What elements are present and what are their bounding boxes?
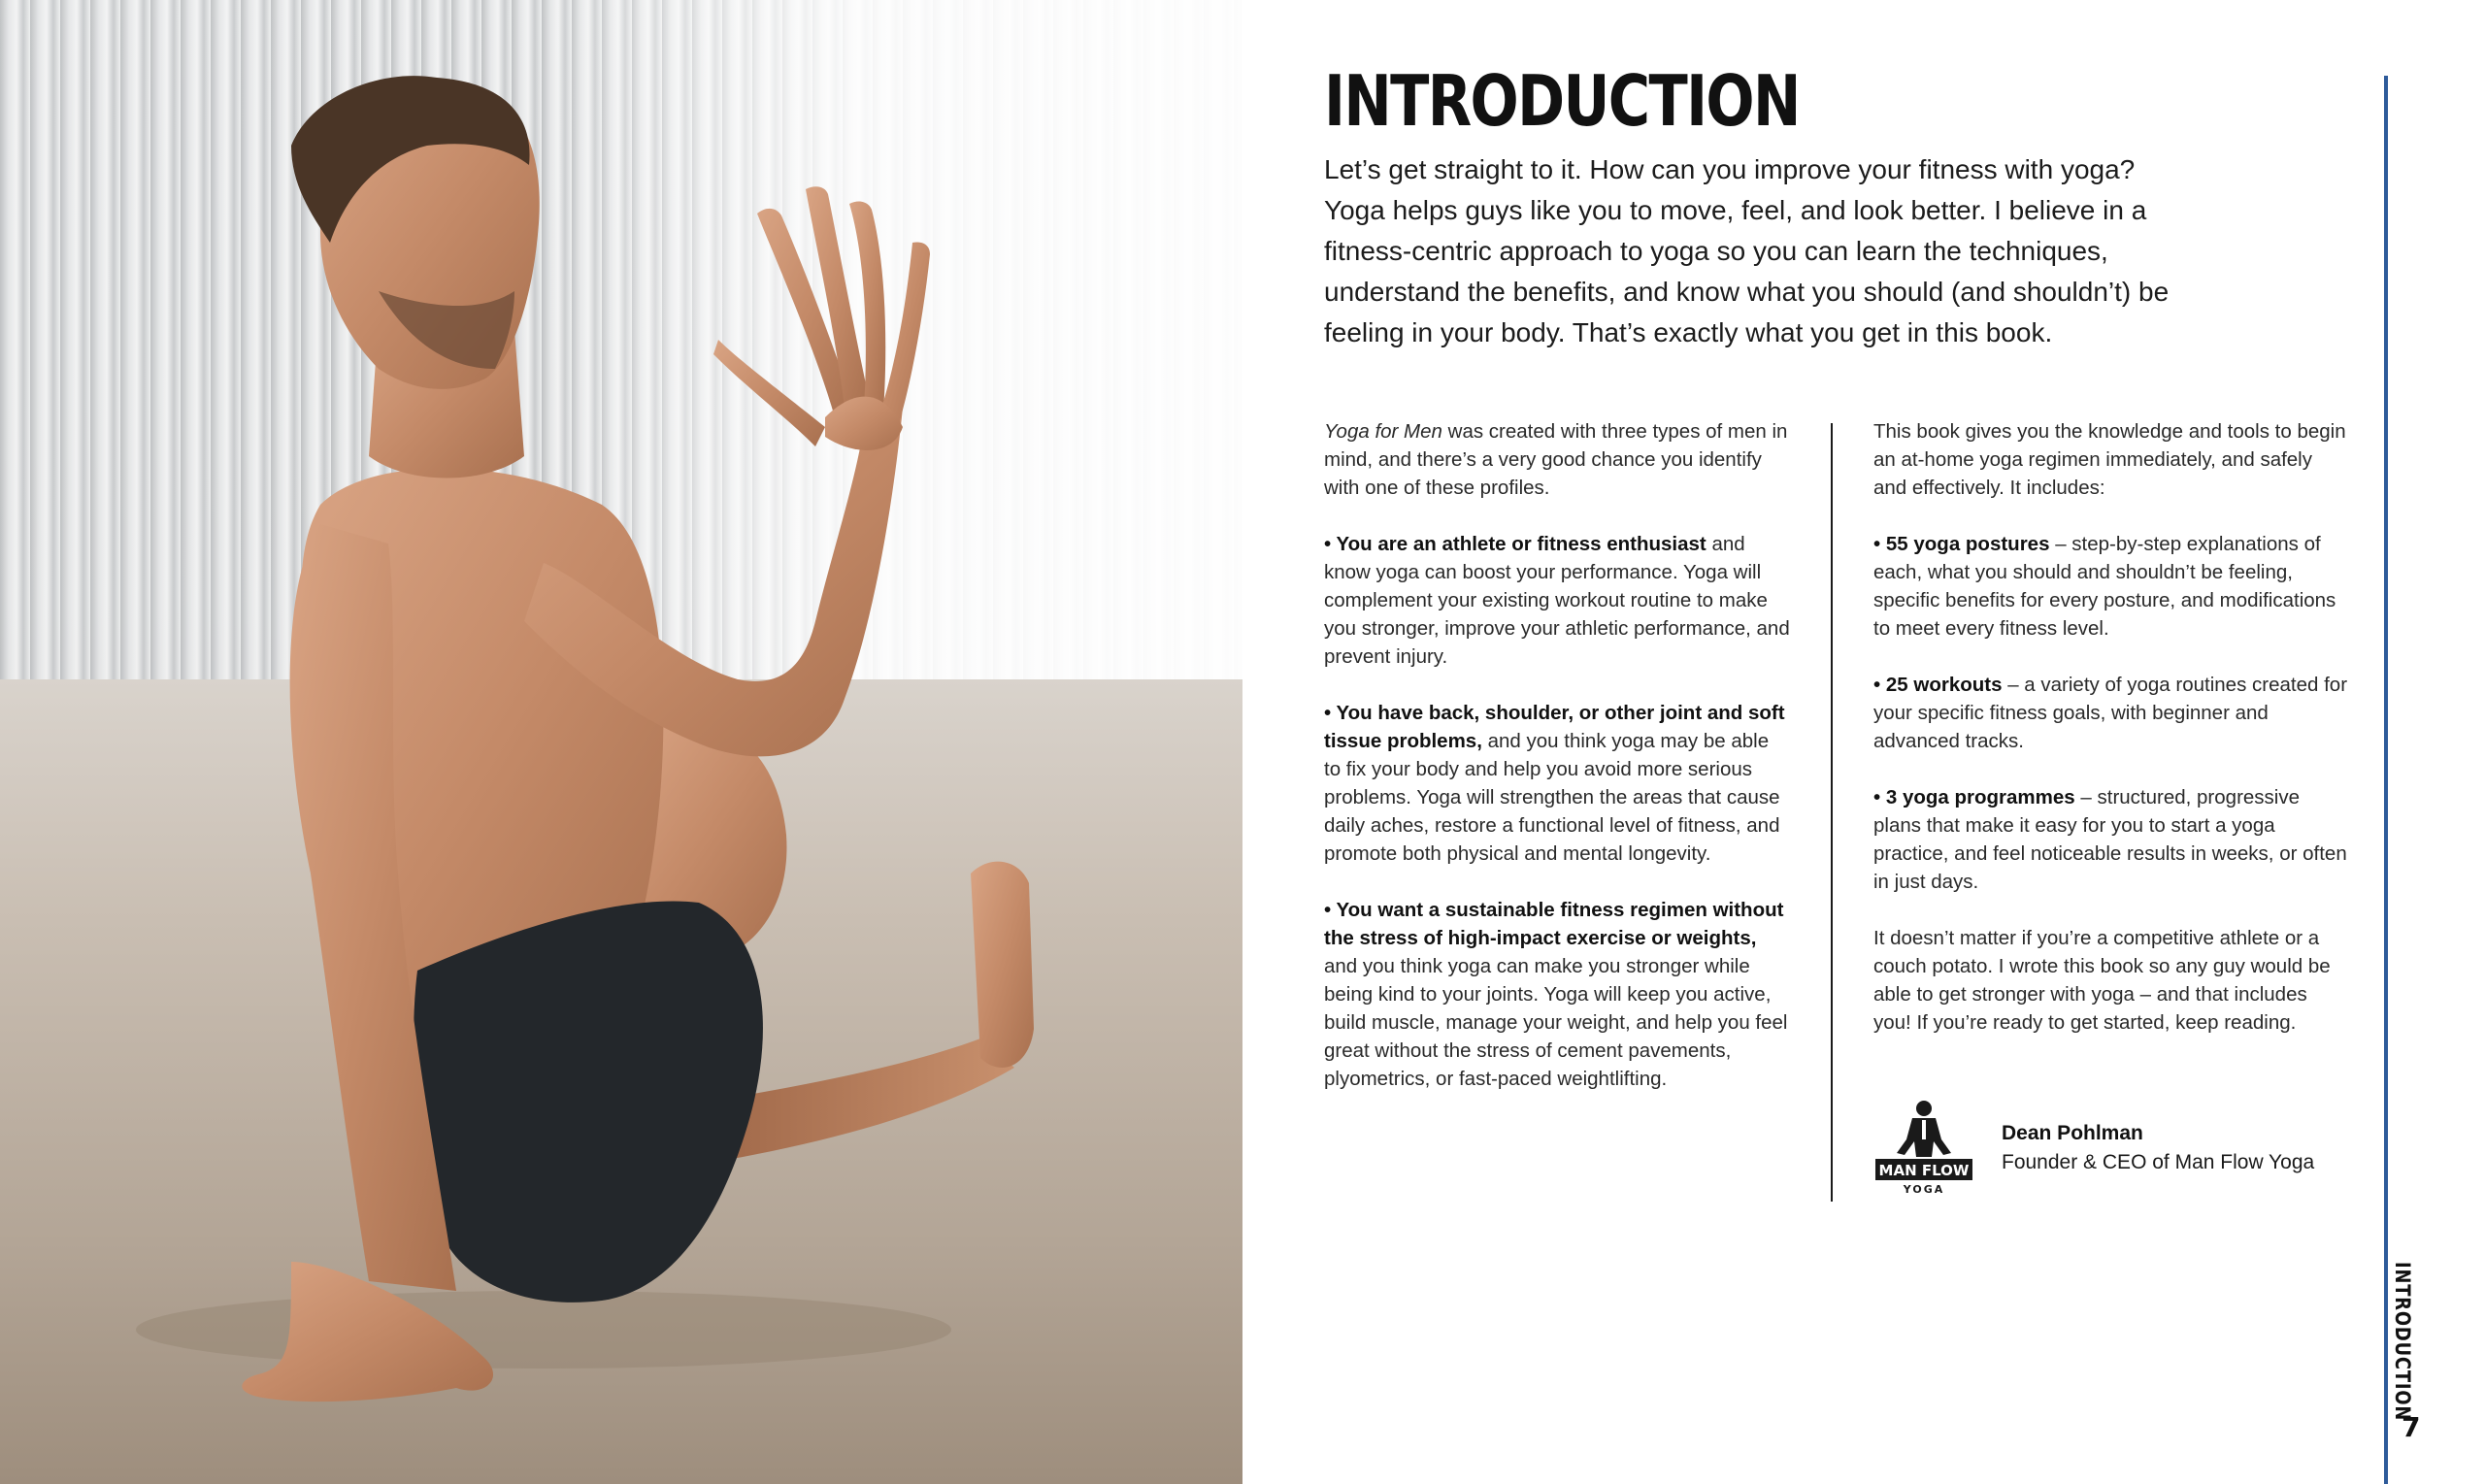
logo-text-primary: MAN FLOW [1878, 1162, 1970, 1179]
margin-rule [2384, 76, 2388, 1484]
feature-heading: • 3 yoga programmes [1873, 786, 2075, 808]
closing-paragraph: It doesn’t matter if you’re a competitive athlete or a couch potato. I wrote this book so any guy would be able to get stronger with yoga – and that includes you! If you’re ready to get started, keep reading. [1873, 927, 2331, 1034]
feature-item [1873, 530, 2349, 643]
man-flow-yoga-logo [1873, 1097, 1974, 1198]
man-seated-twist-figure [0, 0, 1242, 1484]
feature-text: – structured, progressive plans that make it easy for you to start a yoga practice, and feel noticeable results in weeks, or often in just days. [1873, 786, 2347, 893]
page-title: INTRODUCTION [1324, 60, 1800, 142]
profile-item [1324, 530, 1790, 671]
author-signature [1873, 1093, 2339, 1200]
profile-heading: • You have back, shoulder, or other joint and soft tissue problems, [1324, 702, 1785, 752]
running-head: INTRODUCTION [2391, 1262, 2414, 1422]
profile-text: and you think yoga may be able to fix your body and help you avoid more serious problems. Yoga will strengthen the areas that cause daily aches, restore a functional level of fitness, and promote both physical and mental longevity. [1324, 730, 1780, 865]
feature-text: – a variety of yoga routines created for your specific fitness goals, with beginner and advanced tracks. [1873, 674, 2348, 752]
feature-item [1873, 783, 2349, 896]
book-title: Yoga for Men [1324, 420, 1442, 443]
profile-text: and know yoga can boost your performance. Yoga will complement your existing workout routine to make you stronger, improve your athletic performance, and prevent injury. [1324, 533, 1790, 668]
column-divider [1831, 423, 1833, 1202]
lead-paragraph: Let’s get straight to it. How can you improve your fitness with yoga? Yoga helps guys like you to move, feel, and look better. I believe in a fitness-centric approach to yoga so you can learn the techniques, understand the benefits, and know what you should (and shouldn’t) be feeling in your body. That’s exactly what you get in this book. [1324, 154, 2170, 347]
author-name: Dean Pohlman [2002, 1122, 2143, 1144]
left-column [1324, 417, 1790, 1121]
book-contents-intro: This book gives you the knowledge and tools to begin an at-home yoga regimen immediately, and safely and effectively. It includes: [1873, 420, 2346, 499]
feature-heading: • 55 yoga postures [1873, 533, 2050, 555]
feature-item [1873, 671, 2349, 755]
feature-heading: • 25 workouts [1873, 674, 2003, 696]
intro-text: was created with three types of men in mind, and there’s a very good chance you identify with one of these profiles. [1324, 420, 1788, 499]
profile-item [1324, 896, 1790, 1093]
intro-paragraph [1324, 417, 1790, 502]
right-column [1873, 417, 2349, 1065]
page-number: 7 [2402, 1411, 2421, 1443]
profile-heading: • You are an athlete or fitness enthusiast [1324, 533, 1706, 555]
logo-text-secondary: YOGA [1903, 1183, 1945, 1196]
profile-item [1324, 699, 1790, 868]
feature-text: – step-by-step explanations of each, what you should and shouldn’t be feeling, specific benefits for every posture, and modifications to meet every fitness level. [1873, 533, 2336, 640]
profile-text: and you think yoga can make you stronger while being kind to your joints. Yoga will keep you active, build muscle, manage your weight, and help you feel great without the stress of cement pavements, plyometrics, or fast-paced weightlifting. [1324, 955, 1788, 1090]
author-role: Founder & CEO of Man Flow Yoga [2002, 1151, 2315, 1173]
cover-photo [0, 0, 1242, 1484]
profile-heading: • You want a sustainable fitness regimen without the stress of high-impact exercise or weights, [1324, 899, 1784, 949]
